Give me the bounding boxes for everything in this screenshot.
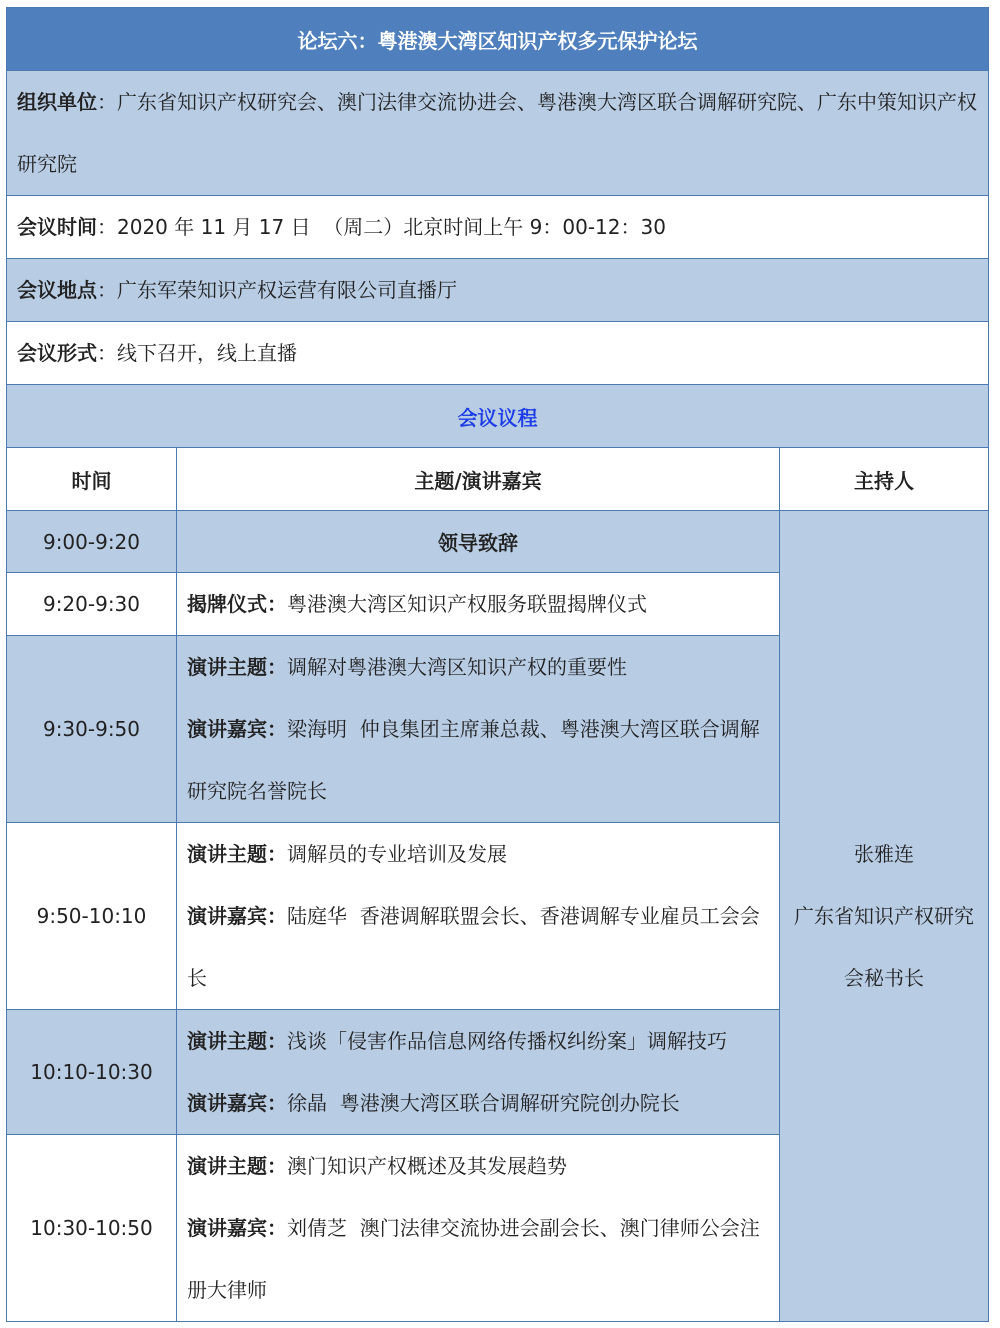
speaker-label: 演讲嘉宾： xyxy=(187,1091,287,1115)
topic-label: 演讲主题： xyxy=(187,842,287,866)
speaker-text: 刘倩芝 澳门法律交流协进会副会长、澳门律师公会注册大律师 xyxy=(187,1216,760,1302)
speaker-line xyxy=(187,1197,773,1321)
topic-label: 演讲主题： xyxy=(187,655,287,679)
time-label: 会议时间 xyxy=(17,215,97,239)
speaker-text: 徐晶 粤港澳大湾区联合调解研究院创办院长 xyxy=(287,1091,680,1115)
session-row xyxy=(7,511,989,573)
host-cell xyxy=(780,511,989,1322)
speaker-line xyxy=(187,1072,773,1134)
topic-line xyxy=(187,636,773,698)
forum-table xyxy=(6,7,989,1322)
ceremony-text: 粤港澳大湾区知识产权服务联盟揭牌仪式 xyxy=(287,592,647,616)
session-topic xyxy=(177,636,780,823)
time-value: ：2020 年 11 月 17 日 （周二）北京时间上午 9：00-12：30 xyxy=(97,215,666,239)
organizer-row xyxy=(7,71,989,196)
session-time: 10:30-10:50 xyxy=(7,1135,177,1322)
topic-label: 演讲主题： xyxy=(187,1029,287,1053)
speaker-text: 陆庭华 香港调解联盟会长、香港调解专业雇员工会会长 xyxy=(187,904,760,990)
session-time: 9:50-10:10 xyxy=(7,823,177,1010)
time-cell xyxy=(7,196,989,259)
session-time: 10:10-10:30 xyxy=(7,1010,177,1135)
speaker-line xyxy=(187,885,773,1009)
header-host: 主持人 xyxy=(780,448,989,511)
agenda-title-row xyxy=(7,385,989,448)
topic-text: 澳门知识产权概述及其发展趋势 xyxy=(287,1154,567,1178)
organizer-cell xyxy=(7,71,989,196)
session-title: 领导致辞 xyxy=(177,511,780,573)
speaker-line xyxy=(187,698,773,822)
ceremony-label: 揭牌仪式： xyxy=(187,592,287,616)
speaker-label: 演讲嘉宾： xyxy=(187,1216,287,1240)
topic-line xyxy=(187,823,773,885)
topic-label: 演讲主题： xyxy=(187,1154,287,1178)
session-topic xyxy=(177,1010,780,1135)
header-time: 时间 xyxy=(7,448,177,511)
topic-text: 调解对粤港澳大湾区知识产权的重要性 xyxy=(287,655,627,679)
venue-row xyxy=(7,259,989,322)
session-topic xyxy=(177,1135,780,1322)
host-name: 张雅连 xyxy=(854,842,915,866)
session-time: 9:30-9:50 xyxy=(7,636,177,823)
format-value: ：线下召开，线上直播 xyxy=(97,341,297,365)
session-time: 9:20-9:30 xyxy=(7,573,177,636)
format-row xyxy=(7,322,989,385)
venue-cell xyxy=(7,259,989,322)
venue-label: 会议地点 xyxy=(17,278,97,302)
forum-title-row xyxy=(7,8,989,71)
speaker-label: 演讲嘉宾： xyxy=(187,717,287,741)
forum-title: 论坛六：粤港澳大湾区知识产权多元保护论坛 xyxy=(7,8,989,71)
agenda-title: 会议议程 xyxy=(7,385,989,448)
topic-text: 调解员的专业培训及发展 xyxy=(287,842,507,866)
session-topic xyxy=(177,573,780,636)
topic-line xyxy=(187,1135,773,1197)
format-label: 会议形式 xyxy=(17,341,97,365)
organizer-value: ：广东省知识产权研究会、澳门法律交流协进会、粤港澳大湾区联合调解研究院、广东中策知识产权研究院 xyxy=(17,90,977,176)
format-cell xyxy=(7,322,989,385)
agenda-header-row xyxy=(7,448,989,511)
speaker-label: 演讲嘉宾： xyxy=(187,904,287,928)
topic-text: 浅谈「侵害作品信息网络传播权纠纷案」调解技巧 xyxy=(287,1029,727,1053)
host-title: 广东省知识产权研究会秘书长 xyxy=(794,904,975,990)
header-topic: 主题/演讲嘉宾 xyxy=(177,448,780,511)
time-row xyxy=(7,196,989,259)
session-time: 9:00-9:20 xyxy=(7,511,177,573)
session-topic xyxy=(177,823,780,1010)
organizer-label: 组织单位 xyxy=(17,90,97,114)
venue-value: ：广东军荣知识产权运营有限公司直播厅 xyxy=(97,278,457,302)
speaker-text: 梁海明 仲良集团主席兼总裁、粤港澳大湾区联合调解研究院名誉院长 xyxy=(187,717,760,803)
forum-document xyxy=(6,7,988,1322)
topic-line xyxy=(187,1010,773,1072)
